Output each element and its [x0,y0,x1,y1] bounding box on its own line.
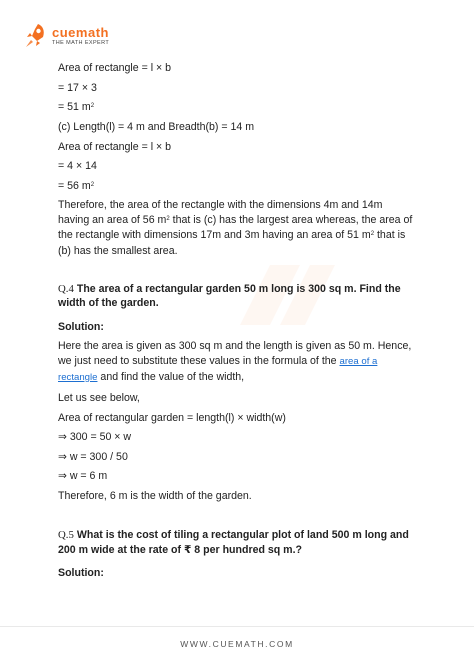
formula-line: Area of rectangular garden = length(l) × width(w) [58,412,286,424]
question-4-text: width of the garden. [58,297,159,309]
result-line: = 51 $m^2$ [58,101,95,113]
conclusion-text: (b) has the smallest area. [58,245,178,257]
calc-line: = 17 × 3 [58,82,97,94]
part-c-line: (c) Length(l) = 4 m and Breadth(b) = 14 m [58,121,255,133]
conclusion-text: the rectangle with dimensions 17m and 3m having an area of 51 $m^2$ that is [58,229,406,241]
solution-text: Therefore, 6 m is the width of the garden. [58,490,252,502]
result-line: ⇒ w = 6 m [58,470,108,482]
result-line: = 56 $m^2$ [58,180,95,192]
brand-name: cuemath [52,24,109,40]
solution-label: Solution: [58,567,104,579]
formula-line: Area of rectangle = l × b [58,62,172,74]
solution-text: we just need to substitute these values in the formula of the area of a [58,355,378,367]
brand-tagline: THE MATH EXPERT [52,39,110,46]
footer-divider [0,626,474,627]
question-number: Q.5 [58,529,74,541]
conclusion-text: Therefore, the area of the rectangle with the dimensions 4m and 14m [58,199,383,211]
area-of-rectangle-link[interactable]: area of a [339,356,378,367]
calc-line: ⇒ w = 300 / 50 [58,451,128,463]
calc-line: = 4 × 14 [58,160,97,172]
question-5-text: 200 m wide at the rate of ₹ 8 per hundred sq m.? [58,544,303,556]
question-4: Q.4 The area of a rectangular garden 50 m long is 300 sq m. Find the [58,283,401,295]
brand-header [24,22,109,50]
formula-line: Area of rectangle = l × b [58,141,172,153]
question-number: Q.4 [58,283,74,295]
solution-label: Solution: [58,321,104,333]
solution-text: rectangle and find the value of the width, [58,371,245,383]
footer-url: WWW.CUEMATH.COM [180,639,294,649]
rocket-logo-icon [24,23,46,49]
calc-line: ⇒ 300 = 50 × w [58,431,132,443]
question-5: Q.5 What is the cost of tiling a rectangular plot of land 500 m long and [58,529,409,541]
conclusion-text: having an area of 56 $m^2$ that is (c) has the largest area whereas, the area of [58,214,413,226]
solution-text: Let us see below, [58,392,140,404]
area-of-rectangle-link[interactable]: rectangle [58,372,98,383]
brand-logo [52,26,109,47]
solution-text: Here the area is given as 300 sq m and the length is given as 50 m. Hence, [58,340,412,352]
